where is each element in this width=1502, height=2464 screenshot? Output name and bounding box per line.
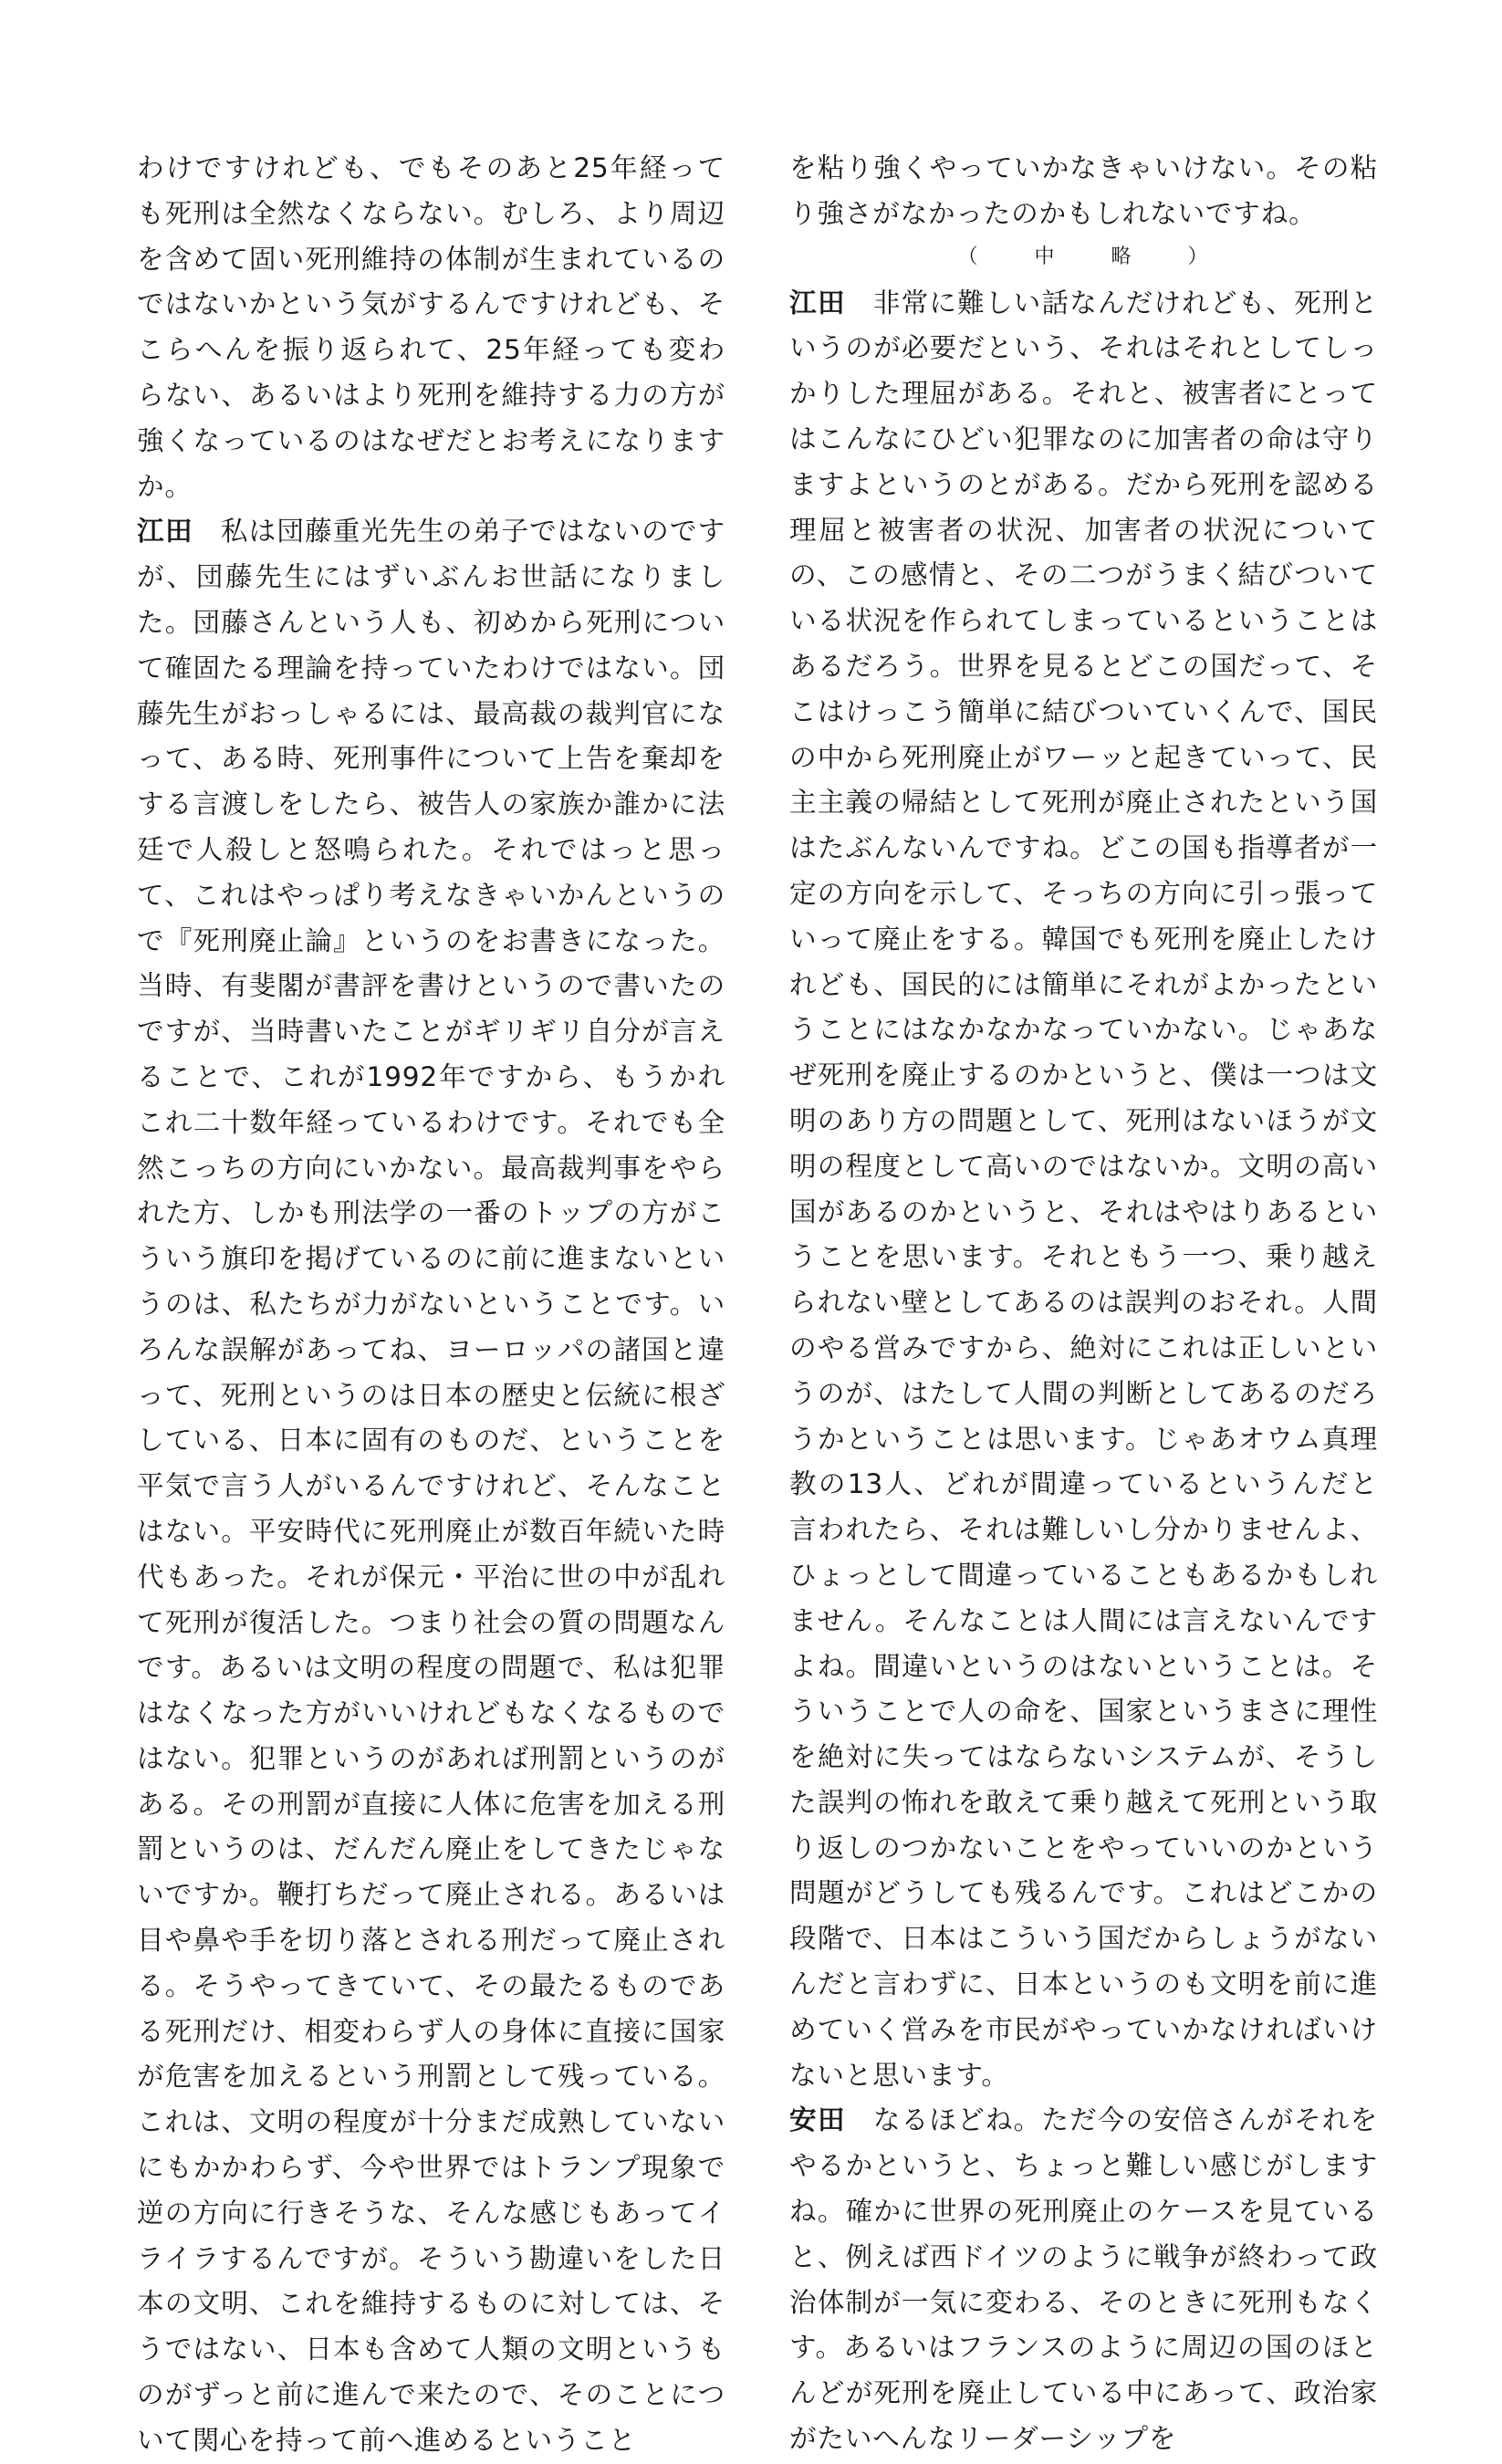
paragraph-eda — [789, 281, 1378, 2099]
paragraph-yasuda — [789, 2098, 1378, 2461]
omission-word-2: 略 — [1111, 245, 1133, 268]
speaker-name: 江田 — [789, 287, 846, 318]
paragraph-text: 非常に難しい話なんだけれども、死刑というのが必要だという、それはそれとしてしっかりした理屈がある。それと、被害者にとってはこんなにひどい犯罪なのに加害者の命は守りますよというのとがある。だから死刑を認める理屈と被害者の状況、加害者の状況についての、この感情と、その二つがうまく結びついている状況を作られてしまっているということはあるだろう。世界を見るとどこの国だって、そこはけっこう簡単に結びついていくんで、国民の中から死刑廃止がワーッと起きていって、民主主義の帰結として死刑が廃止されたという国はたぶんないんですね。どこの国も指導者が一定の方向を示して、そっちの方向に引っ張っていって廃止をする。韓国でも死刑を廃止したけれども、国民的には簡単にそれがよかったということにはなかなかなっていかない。じゃあなぜ死刑を廃止するのかというと、僕は一つは文明のあり方の問題として、死刑はないほうが文明の程度として高いのではないか。文明の高い国があるのかというと、それはやはりあるということを思います。それともう一つ、乗り越えられない壁としてあるのは誤判のおそれ。人間のやる営みですから、絶対にこれは正しいというのが、はたして人間の判断としてあるのだろうかということは思います。じゃあオウム真理教の13人、どれが間違っているというんだと言われたら、それは難しいし分かりませんよ、ひょっとして間違っていることもあるかもしれません。そんなことは人間には言えないんですよね。間違いというのはないということは。そういうことで人の命を、国家というまさに理性を絶対に失ってはならないシステムが、そうした誤判の怖れを敢えて乗り越えて死刑という取り返しのつかないことをやっていいのかという問題がどうしても残るんです。これはどこかの段階で、日本はこういう国だからしょうがないんだと言わずに、日本というのも文明を前に進めていく営みを市民がやっていかなければいけないと思います。 — [789, 287, 1379, 2091]
paragraph-text: 私は団藤重光先生の弟子ではないのですが、団藤先生にはずいぶんお世話になりました。団藤さんという人も、初めから死刑について確固たる理論を持っていたわけではない。団藤先生がおっしゃるには、最高裁の裁判官になって、ある時、死刑事件について上告を棄却をする言渡しをしたら、被告人の家族か誰かに法廷で人殺しと怒鳴られた。それではっと思って、これはやっぱり考えなきゃいかんというので『死刑廃止論』というのをお書きになった。当時、有斐閣が書評を書けというので書いたのですが、当時書いたことがギリギリ自分が言えることで、これが1992年ですから、もうかれこれ二十数年経っているわけです。それでも全然こっちの方向にいかない。最高裁判事をやられた方、しかも刑法学の一番のトップの方がこういう旗印を掲げているのに前に進まないというのは、私たちが力がないということです。いろんな誤解があってね、ヨーロッパの諸国と違って、死刑というのは日本の歴史と伝統に根ざしている、日本に固有のものだ、ということを平気で言う人がいるんですけれど、そんなことはない。平安時代に死刑廃止が数百年続いた時代もあった。それが保元・平治に世の中が乱れて死刑が復活した。つまり社会の質の問題なんです。あるいは文明の程度の問題で、私は犯罪はなくなった方がいいけれどもなくなるものではない。犯罪というのがあれば刑罰というのがある。その刑罰が直接に人体に危害を加える刑罰というのは、だんだん廃止をしてきたじゃないですか。鞭打ちだって廃止される。あるいは目や鼻や手を切り落とされる刑だって廃止される。そうやってきていて、その最たるものである死刑だけ、相変わらず人の身体に直接に国家が危害を加えるという刑罰として残っている。これは、文明の程度が十分まだ成熟していないにもかかわらず、今や世界ではトランプ現象で逆の方向に行きそうな、そんな感じもあってイライラするんですが。そういう勘違いをした日本の文明、これを維持するものに対しては、そうではない、日本も含めて人類の文明というものがずっと前に進んで来たので、そのことについて関心を持って前へ進めるということ — [137, 516, 726, 2456]
speaker-name: 安田 — [789, 2104, 846, 2136]
omission-marker — [789, 241, 1378, 274]
paragraph-continuation: わけですけれども、でもそのあと25年経っても死刑は全然なくならない。むしろ、より周辺を含めて固い死刑維持の体制が生まれているのではないかという気がするんですけれども、そこらへんを振り返られて、25年経っても変わらない、あるいはより死刑を維持する力の方が強くなっているのはなぜだとお考えになりますか。 — [137, 152, 725, 502]
omission-word-1: 中 — [1034, 245, 1057, 268]
paragraph-continuation: を粘り強くやっていかなきゃいけない。その粘り強さがなかったのかもしれないですね。 — [789, 152, 1378, 229]
omission-close-paren: ） — [1187, 245, 1210, 268]
paragraph-eda-reply — [137, 509, 725, 2463]
speaker-name: 江田 — [137, 516, 193, 548]
omission-open-paren: （ — [957, 245, 980, 268]
right-column — [789, 146, 1378, 2462]
left-column — [137, 146, 725, 2464]
paragraph-text: なるほどね。ただ今の安倍さんがそれをやるかというと、ちょっと難しい感じがしますね。確かに世界の死刑廃止のケースを見ていると、例えば西ドイツのように戦争が終わって政治体制が一気に変わる、そのときに死刑もなくす。あるいはフランスのように周辺の国のほとんどが死刑を廃止している中にあって、政治家がたいへんなリーダーシップを — [789, 2104, 1379, 2455]
